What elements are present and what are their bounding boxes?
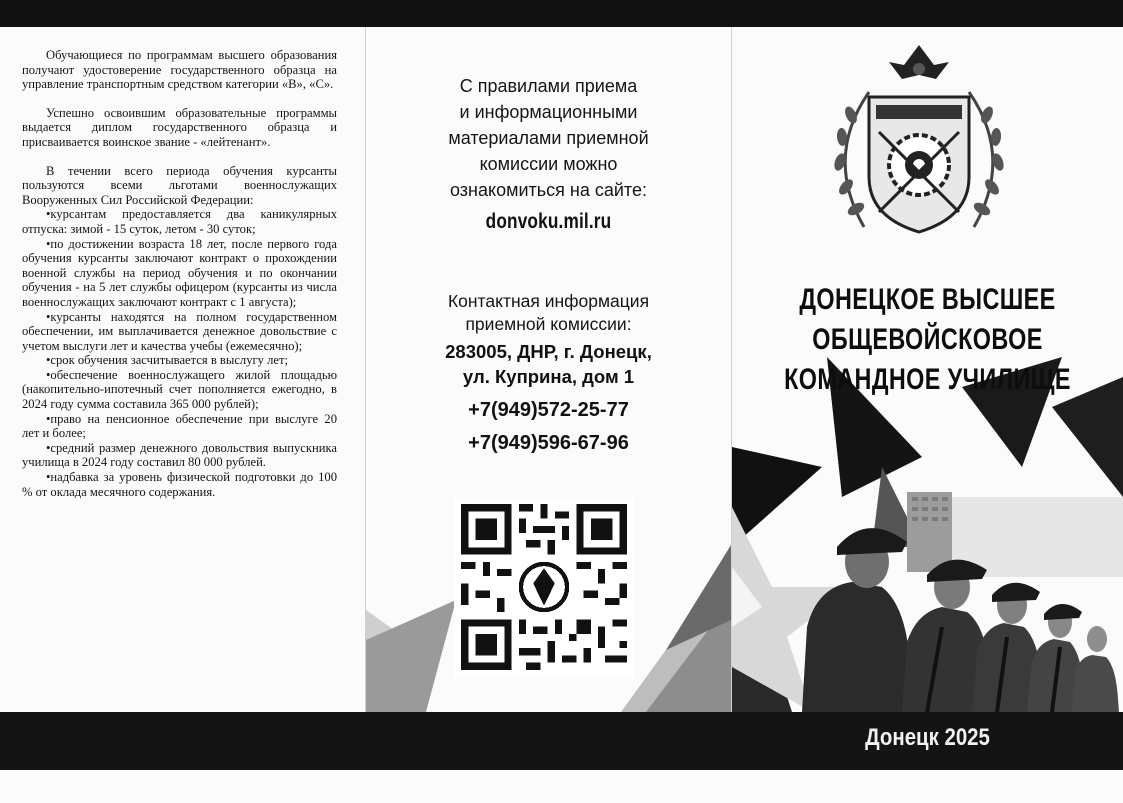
cover-panel xyxy=(732,27,1123,712)
benefit-item: •обеспечение военнослужащего жилой площадью (накопительно-ипотечный счет пополняется ежегодно, в 2024 году сумма составила 365 000 рублей); xyxy=(22,367,337,412)
benefit-item: •курсанты находятся на полном государственном обеспечении, им выплачивается денежное довольствие с учетом выслуги лет и качества учебы (ежемесячно); xyxy=(22,309,337,353)
title-line: ДОНЕЦКОЕ ВЫСШЕЕ xyxy=(799,283,1056,316)
benefit-item: •надбавка за уровень физической подготовки до 100 % от оклада месячного содержания. xyxy=(22,470,337,499)
qr-code-image xyxy=(454,497,634,677)
contacts-heading-line: Контактная информация xyxy=(447,291,650,311)
rules-line: материалами приемной xyxy=(448,128,649,148)
city-year: Донецк 2025 xyxy=(865,724,990,751)
admission-rules-text xyxy=(366,73,731,203)
paragraph-diploma: Успешно освоившим образовательные программы выдается диплом государственного образца и присваивается воинское звание - «лейтенант». xyxy=(22,105,337,149)
benefit-item: •право на пенсионное обеспечение при выслуге 20 лет и более; xyxy=(22,411,337,441)
phone-number[interactable]: +7(949)572-25-77 xyxy=(468,399,629,421)
paragraph-benefits-intro: В течении всего периода обучения курсанты пользуются всеми льготами военнослужащих Вооруженных Сил Российской Федерации: xyxy=(22,163,337,207)
rules-line: комиссии можно xyxy=(479,154,618,174)
rules-line: и информационными xyxy=(459,102,638,122)
academy-title xyxy=(775,280,1080,400)
rules-line: С правилами приема xyxy=(459,76,638,96)
title-line: КОМАНДНОЕ УЧИЛИЩЕ xyxy=(784,363,1071,396)
rules-line: ознакомиться на сайте: xyxy=(450,180,647,200)
address-line: ул. Куприна, дом 1 xyxy=(462,366,635,387)
contacts-panel xyxy=(366,0,731,712)
benefit-item: •курсантам предоставляется два каникулярных отпуска: зимой - 15 суток, летом - 30 суток; xyxy=(22,207,337,236)
address xyxy=(366,339,731,389)
benefit-item: •средний размер денежного довольствия выпускника училища в 2024 году составил 80 000 рублей. xyxy=(22,440,337,470)
title-line: ОБЩЕВОЙСКОВОЕ xyxy=(812,323,1043,356)
website-link[interactable]: donvoku.mil.ru xyxy=(485,210,612,233)
academy-emblem-image xyxy=(824,37,1014,252)
benefits-panel xyxy=(22,48,337,499)
benefit-item: •срок обучения засчитывается в выслугу лет; xyxy=(46,353,288,368)
address-line: 283005, ДНР, г. Донецк, xyxy=(445,341,652,362)
phone-number[interactable]: +7(949)596-67-96 xyxy=(468,432,629,454)
contacts-heading xyxy=(366,290,731,336)
paragraph-license: Обучающиеся по программам высшего образования получают удостоверение государственного образца на управление транспортным средством категории «В», «С». xyxy=(22,48,337,92)
benefit-item: •по достижении возраста 18 лет, после первого года обучения курсанты заключают контракт о прохождении военной службы на период обучения и по окончании обучения - на 5 лет службы офицером (курсанты из числа военнослужащих заключают контракт с 1 августа); xyxy=(22,236,337,309)
contacts-heading-line: приемной комиссии: xyxy=(465,314,632,334)
